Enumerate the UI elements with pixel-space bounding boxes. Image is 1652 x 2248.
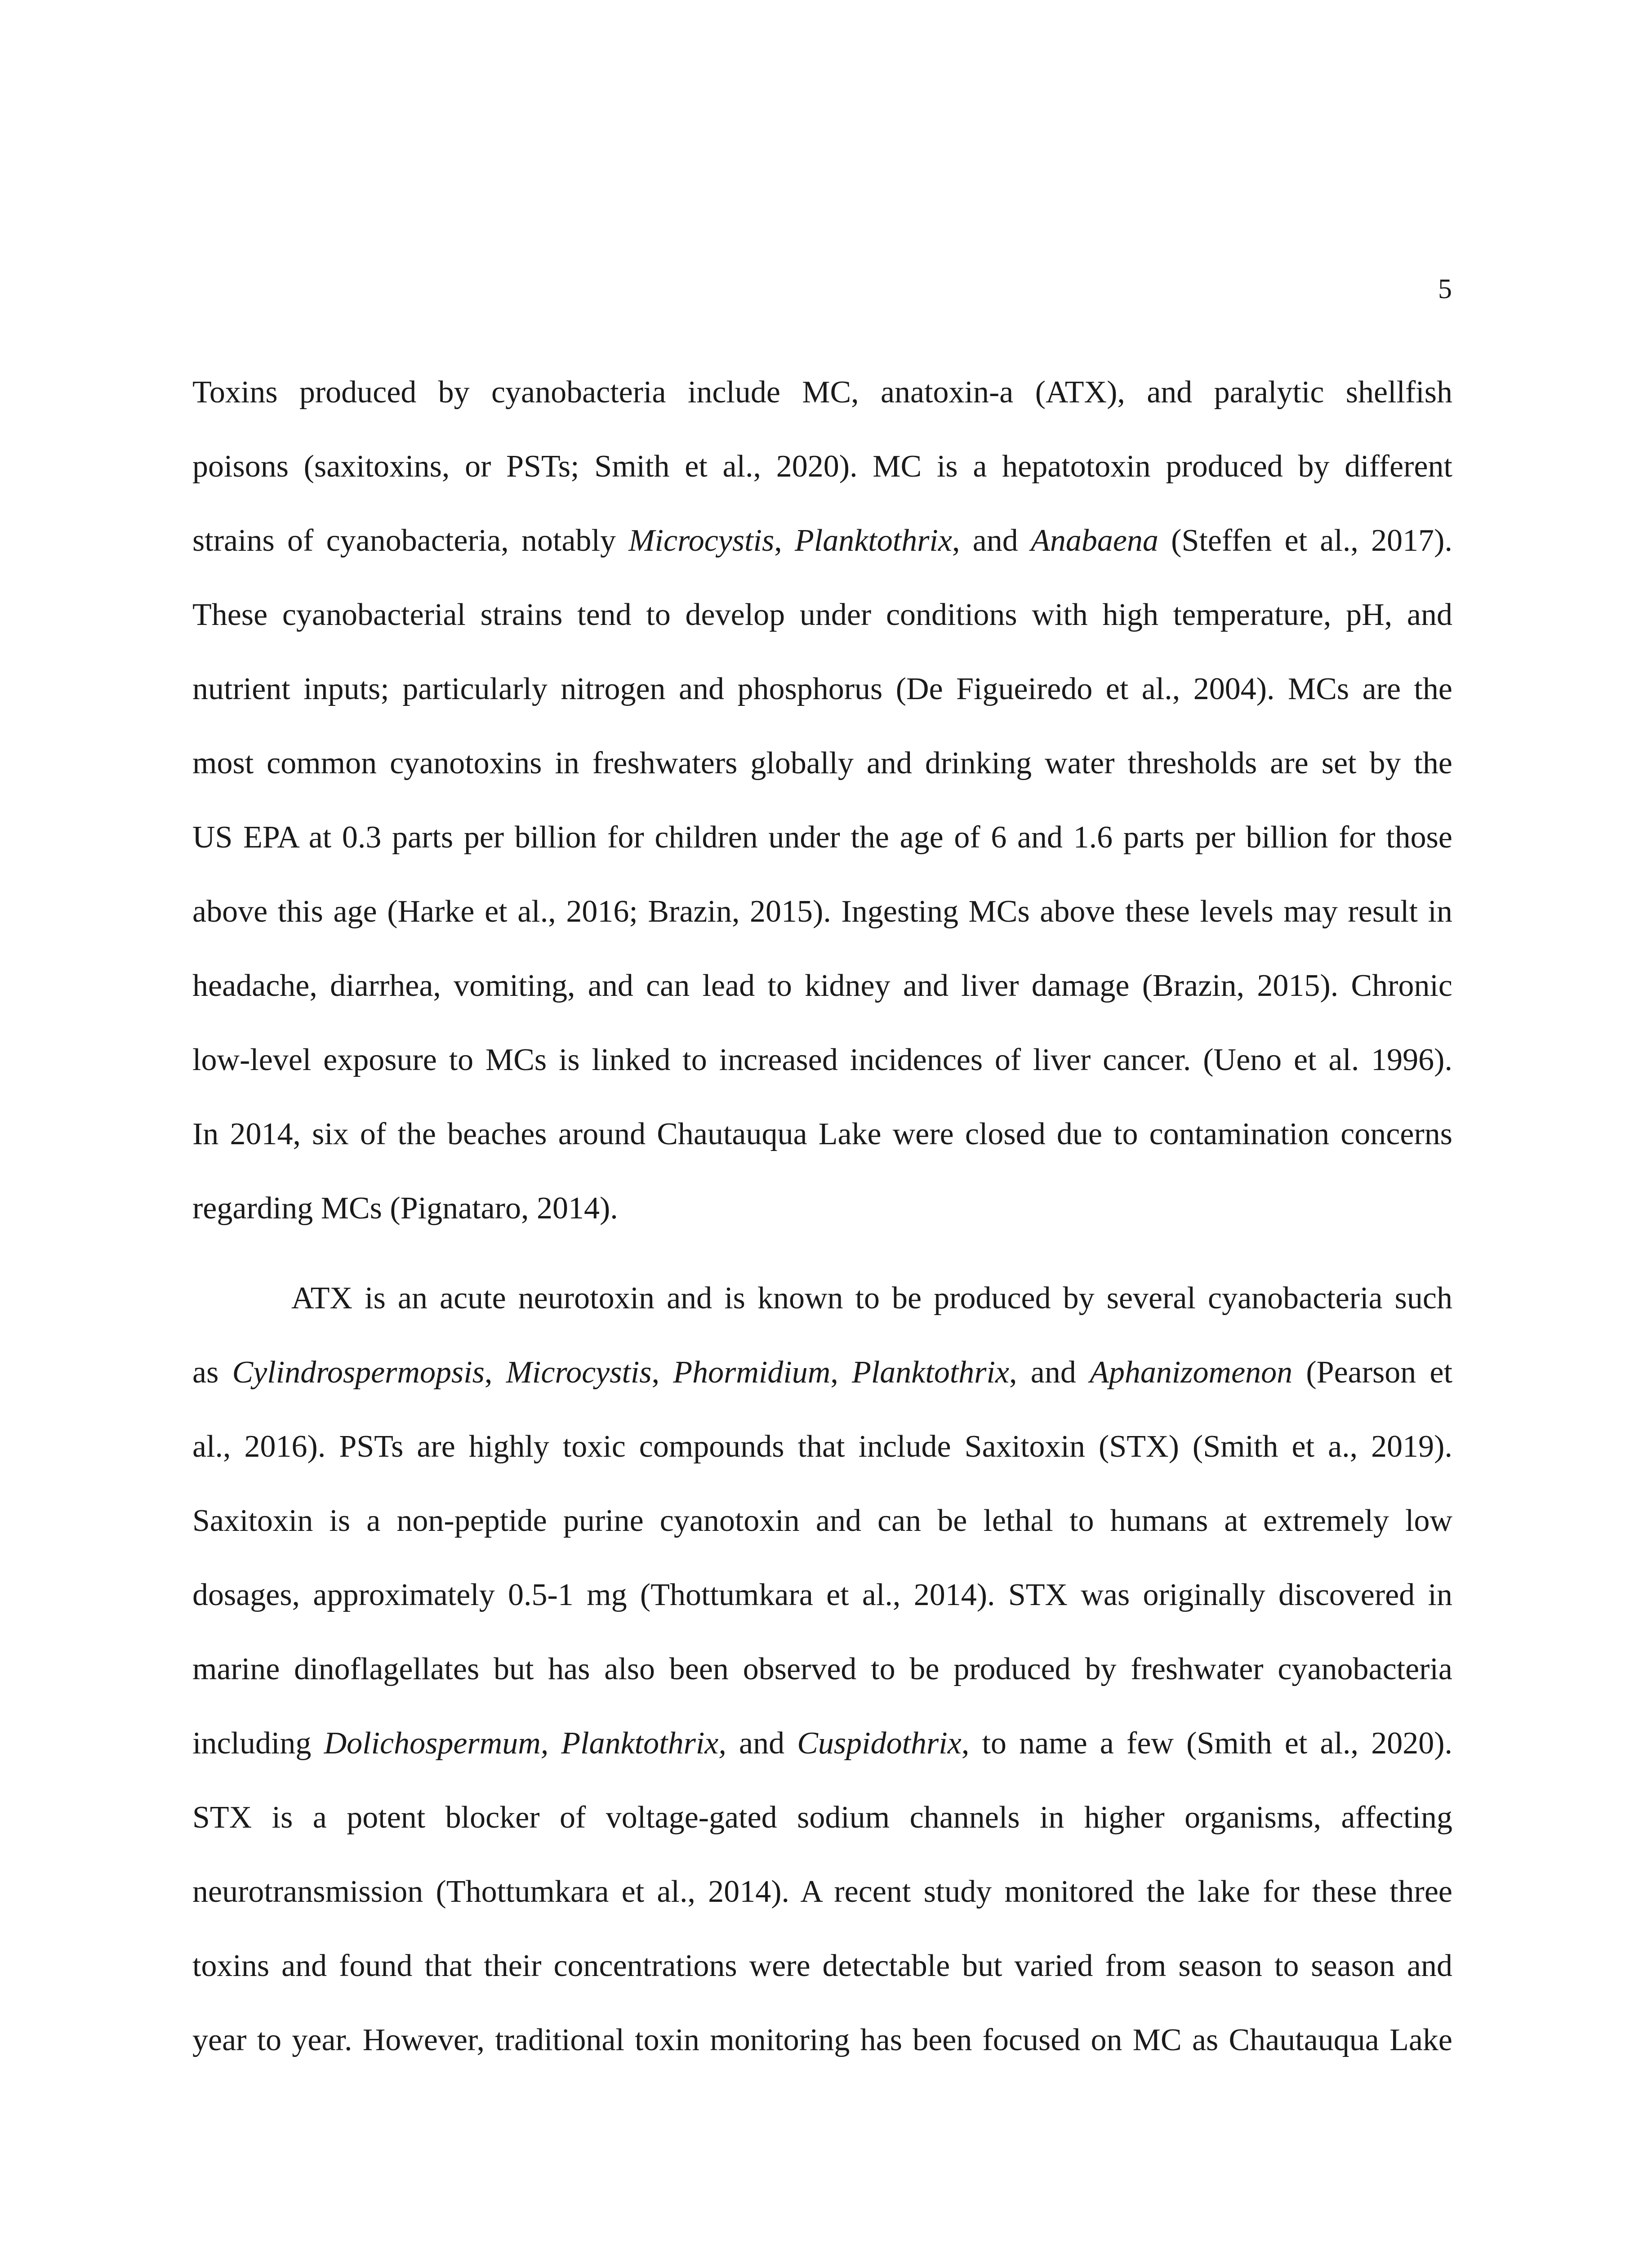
taxon-name: Cuspidothrix — [797, 1726, 962, 1761]
body-line: dosages, approximately 0.5-1 mg (Thottumkara et al., 2014). STX was originally discovered in — [192, 1578, 1452, 1612]
body-line: Saxitoxin is a non-peptide purine cyanotoxin and can be lethal to humans at extremely low — [192, 1503, 1452, 1538]
body-line: strains of cyanobacteria, notably Microcystis, Planktothrix, and Anabaena (Steffen et al., 2017). — [192, 523, 1452, 558]
body-line: US EPA at 0.3 parts per billion for children under the age of 6 and 1.6 parts per billion for those — [192, 820, 1452, 855]
body-line: low-level exposure to MCs is linked to increased incidences of liver cancer. (Ueno et al. 1996). — [192, 1043, 1452, 1077]
body-line: marine dinoflagellates but has also been observed to be produced by freshwater cyanobacteria — [192, 1652, 1452, 1686]
body-line: Toxins produced by cyanobacteria include MC, anatoxin-a (ATX), and paralytic shellfish — [192, 375, 1452, 410]
body-line: year to year. However, traditional toxin monitoring has been focused on MC as Chautauqua Lake — [192, 2023, 1452, 2057]
page-number: 5 — [1438, 274, 1452, 304]
body-line: above this age (Harke et al., 2016; Brazin, 2015). Ingesting MCs above these levels may result in — [192, 894, 1452, 929]
body-line: al., 2016). PSTs are highly toxic compounds that include Saxitoxin (STX) (Smith et a., 2019). — [192, 1429, 1452, 1464]
body-line: STX is a potent blocker of voltage-gated sodium channels in higher organisms, affecting — [192, 1800, 1452, 1835]
body-line: most common cyanotoxins in freshwaters globally and drinking water thresholds are set by the — [192, 746, 1452, 781]
taxon-name: Anabaena — [1031, 523, 1158, 558]
body-line: nutrient inputs; particularly nitrogen and phosphorus (De Figueiredo et al., 2004). MCs are the — [192, 672, 1452, 706]
body-line: as Cylindrospermopsis, Microcystis, Phormidium, Planktothrix, and Aphanizomenon (Pearson et — [192, 1355, 1453, 1390]
taxon-name: Phormidium — [673, 1355, 831, 1390]
taxon-name: Microcystis — [628, 523, 775, 558]
taxon-name: Cylindrospermopsis — [232, 1355, 485, 1390]
body-line: regarding MCs (Pignataro, 2014). — [192, 1191, 618, 1226]
taxon-name: Aphanizomenon — [1090, 1355, 1293, 1390]
taxon-name: Dolichospermum, Planktothrix, — [324, 1726, 726, 1761]
body-line: headache, diarrhea, vomiting, and can lead to kidney and liver damage (Brazin, 2015). Chronic — [192, 968, 1452, 1003]
body-line: neurotransmission (Thottumkara et al., 2014). A recent study monitored the lake for these three — [192, 1874, 1452, 1909]
taxon-name: Planktothrix — [795, 523, 952, 558]
body-line: In 2014, six of the beaches around Chautauqua Lake were closed due to contamination concerns — [192, 1117, 1452, 1151]
body-line: poisons (saxitoxins, or PSTs; Smith et al., 2020). MC is a hepatotoxin produced by different — [192, 449, 1452, 484]
body-line: toxins and found that their concentrations were detectable but varied from season to season and — [192, 1949, 1452, 1983]
taxon-name: Planktothrix — [852, 1355, 1010, 1390]
body-line: These cyanobacterial strains tend to develop under conditions with high temperature, pH, and — [192, 598, 1452, 632]
body-line: ATX is an acute neurotoxin and is known to be produced by several cyanobacteria such — [291, 1281, 1452, 1316]
taxon-name: Microcystis — [506, 1355, 652, 1390]
body-line: including Dolichospermum, Planktothrix, and Cuspidothrix, to name a few (Smith et al., 2020). — [192, 1726, 1452, 1761]
